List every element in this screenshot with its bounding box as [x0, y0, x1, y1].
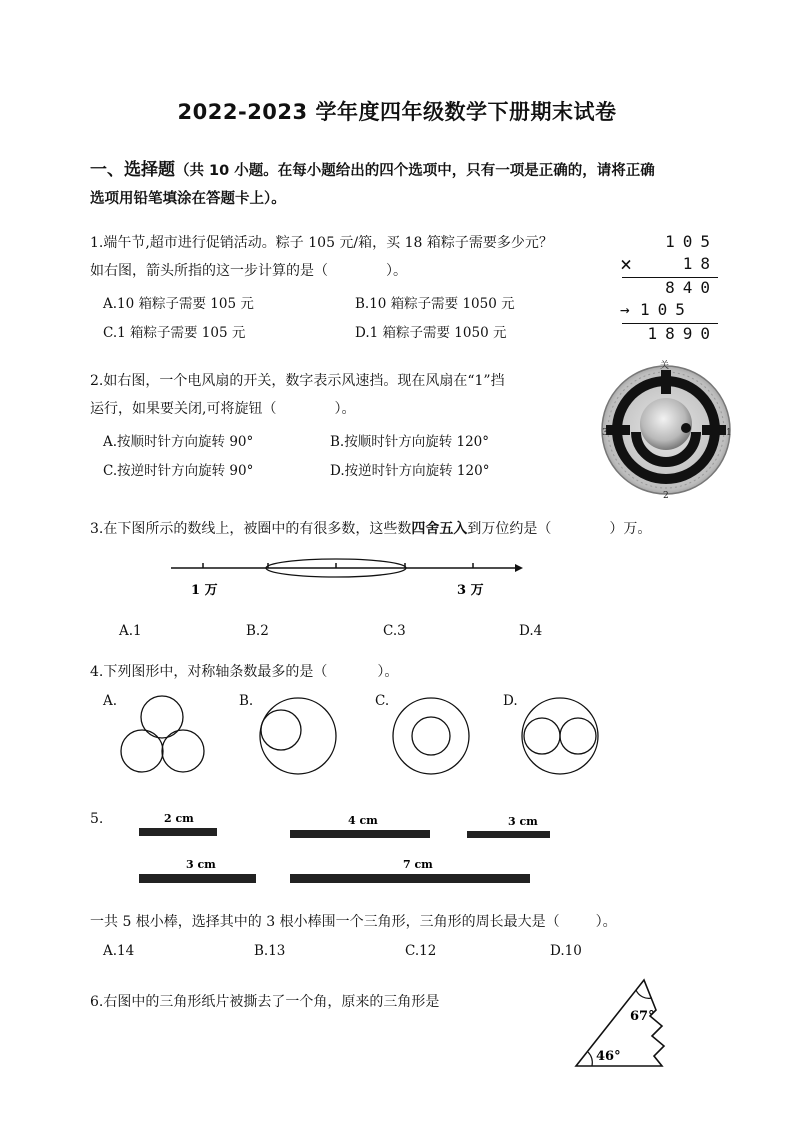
stick-5-label: 7 cm: [403, 858, 433, 871]
q3-option-c[interactable]: C.3: [383, 623, 406, 639]
dial-label-off: 关: [660, 361, 670, 371]
number-line-arrow: [515, 564, 523, 572]
q5-option-b[interactable]: B.13: [254, 943, 286, 959]
q1-line1: 1.端午节,超市进行促销活动。粽子 105 元/箱，买 18 箱粽子需要多少元？: [90, 235, 553, 251]
angle-67-label: 67°: [630, 1009, 655, 1024]
page-title: 2022-2023 学年度四年级数学下册期末试卷: [177, 100, 617, 124]
q2-text: [90, 367, 505, 423]
torn-triangle-figure: [572, 976, 672, 1072]
q3-option-b[interactable]: B.2: [246, 623, 269, 639]
stick-5: [290, 874, 530, 883]
q6-text: 6.右图中的三角形纸片被撕去了一个角，原来的三角形是: [90, 994, 440, 1010]
figure-d-two-inner-circles: [518, 696, 602, 778]
sticks-figure: [130, 810, 550, 888]
figure-b-inner-tangent-circle: [255, 696, 341, 778]
q1-text: [90, 229, 553, 285]
section-instruction-1: （共 10 小题。在每小题给出的四个选项中，只有一项是正确的，请将正确: [175, 163, 655, 179]
q2-line2: 运行，如果要关闭,可将旋钮（ ）。: [90, 401, 356, 417]
q1-option-d[interactable]: D.1 箱粽子需要 1050 元: [355, 325, 507, 341]
stick-3: [467, 831, 550, 838]
q2-option-d[interactable]: D.按逆时针方向旋转 120°: [330, 463, 490, 479]
dial-label-2: 2: [663, 491, 669, 501]
dial-label-3: 3: [602, 428, 608, 438]
q4-label-b[interactable]: B.: [239, 693, 254, 709]
label-1-wan: 1 万: [191, 583, 218, 598]
q4-label-c[interactable]: C.: [375, 693, 390, 709]
calc-partial-2: 105: [640, 300, 693, 319]
q4-label-d[interactable]: D.: [503, 693, 518, 709]
q3-text: 3.在下图所示的数线上，被圈中的有很多数，这些数四舍五入到万位约是（ ）万。: [90, 521, 652, 537]
section-title: 一、选择题: [90, 160, 175, 180]
q5-option-c[interactable]: C.12: [405, 943, 437, 959]
angle-arc-left: [588, 1052, 592, 1066]
q2-option-a[interactable]: A.按顺时针方向旋转 90°: [103, 434, 254, 450]
q1-vertical-calculation: [618, 232, 718, 346]
q5-number: 5.: [90, 811, 104, 827]
q1-line2: 如右图，箭头所指的这一步计算的是（ ）。: [90, 263, 407, 279]
q2-option-c[interactable]: C.按逆时针方向旋转 90°: [103, 463, 254, 479]
q5-option-a[interactable]: A.14: [103, 943, 135, 959]
calc-top: 105: [665, 232, 718, 251]
q1-option-a[interactable]: A.10 箱粽子需要 105 元: [103, 296, 254, 312]
figure-a-three-circles: [115, 694, 210, 774]
q5-text: 一共 5 根小棒，选择其中的 3 根小棒围一个三角形，三角形的周长最大是（ ）。: [90, 914, 617, 930]
angle-46-label: 46°: [596, 1049, 621, 1064]
calc-times-sign: ×: [620, 252, 633, 276]
calc-result: 1890: [647, 324, 718, 343]
label-3-wan: 3 万: [457, 583, 484, 598]
arrow-icon: →: [620, 300, 630, 319]
dial-label-1: 1: [726, 428, 732, 438]
q2-option-b[interactable]: B.按顺时针方向旋转 120°: [330, 434, 490, 450]
q2-line1: 2.如右图，一个电风扇的开关，数字表示风速挡。现在风扇在“1”挡: [90, 373, 505, 389]
stick-1: [139, 828, 217, 836]
stick-2-label: 4 cm: [348, 814, 378, 827]
figure-c-concentric-circles: [389, 696, 473, 778]
stick-1-label: 2 cm: [164, 812, 194, 825]
calc-multiplier: 18: [682, 254, 718, 273]
calc-partial-1: 840: [665, 278, 718, 297]
stick-2: [290, 830, 430, 838]
q4-label-a[interactable]: A.: [103, 693, 118, 709]
fan-switch-dial: [596, 356, 736, 502]
q5-option-d[interactable]: D.10: [550, 943, 582, 959]
number-line-figure: [165, 552, 535, 602]
q3-bold-term: 四舍五入: [411, 521, 468, 537]
section-instruction-2: 选项用铅笔填涂在答题卡上）。: [90, 191, 286, 207]
q1-option-b[interactable]: B.10 箱粽子需要 1050 元: [355, 296, 515, 312]
q3-option-d[interactable]: D.4: [519, 623, 543, 639]
stick-4: [139, 874, 256, 883]
q3-option-a[interactable]: A.1: [119, 623, 142, 639]
q4-text: 4.下列图形中，对称轴条数最多的是（ ）。: [90, 664, 399, 680]
stick-4-label: 3 cm: [186, 858, 216, 871]
q1-option-c[interactable]: C.1 箱粽子需要 105 元: [103, 325, 246, 341]
stick-3-label: 3 cm: [508, 815, 538, 828]
section-heading: [90, 156, 720, 213]
